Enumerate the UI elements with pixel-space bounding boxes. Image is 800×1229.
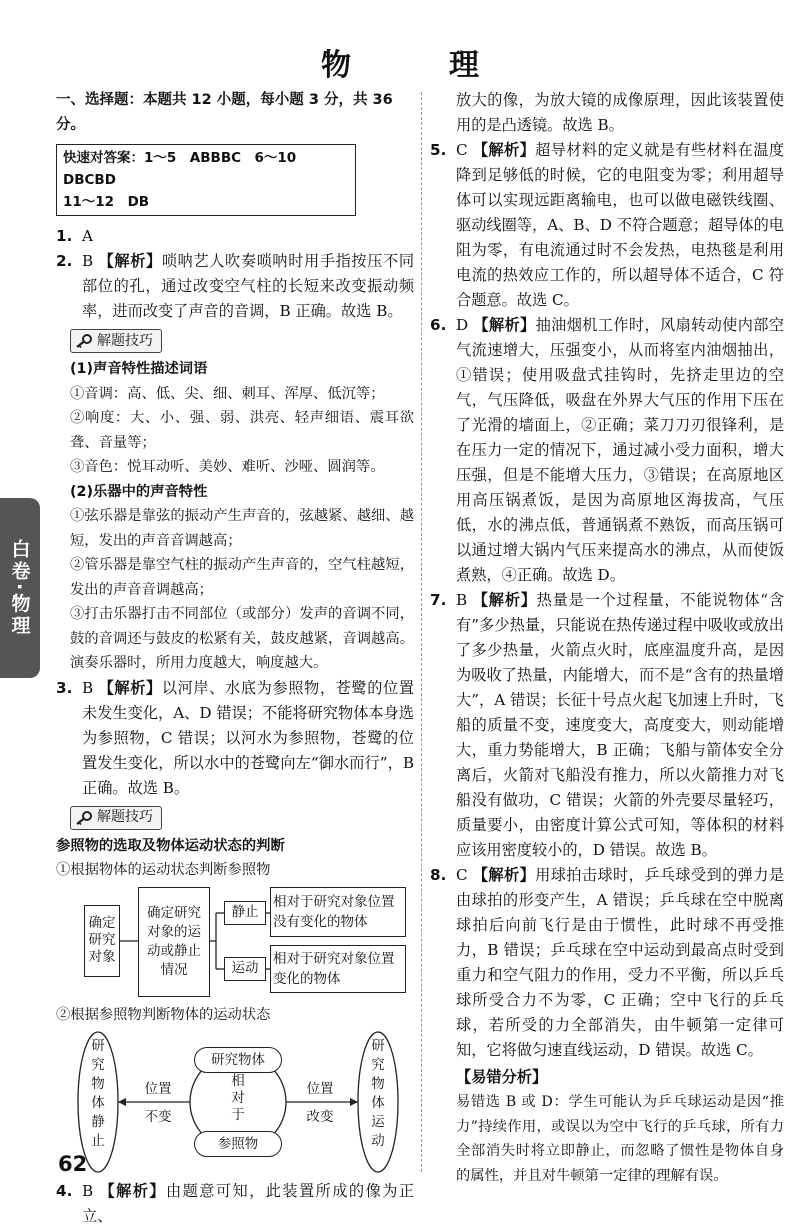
tips-line: ②根据参照物判断物体的运动状态 <box>56 1006 271 1023</box>
error-analysis-text: 易错选 B 或 D：学生可能认为乒乓球运动是因“推力”持续作用，或误以为空中飞行的乒乓球，所有力全部消失时将立即静止，而忽略了惯性是物体自身的属性，并且对牛顿第一定律的理解有误。 <box>456 1094 784 1184</box>
key-icon <box>75 333 93 349</box>
question-answer: B <box>456 591 468 609</box>
answer-line-2 <box>63 191 349 213</box>
question-number: 2. <box>56 252 73 270</box>
column-divider <box>421 92 422 1172</box>
diagram-2-center-mid: 相对于 <box>231 1073 245 1123</box>
diagram-2-right-label: 研究物体运动 <box>371 1038 385 1149</box>
left-column <box>56 88 414 1229</box>
question-answer: B <box>82 252 94 270</box>
tips-label: 解题技巧 <box>97 809 153 825</box>
question-answer: C <box>456 866 468 884</box>
tips-line: ②响度：大、小、强、弱、洪亮、轻声细语、震耳欲聋、音量等； <box>70 410 414 451</box>
diagram-2-left-top: 位置 <box>144 1081 172 1097</box>
diagram-1-left-box: 确定研究对象 <box>84 905 120 977</box>
right-column <box>430 88 784 1188</box>
tips-subheading: (1)声音特性描述词语 <box>70 361 208 377</box>
question-answer: D <box>456 316 469 334</box>
question-answer: B <box>82 678 94 697</box>
question-3 <box>56 676 414 801</box>
key-icon <box>75 810 93 826</box>
analysis-text: 用球拍击球时，乒乓球受到的弹力是由球拍的形变产生，A 错误；乒乓球在空中脱离球拍后向前飞行是由于惯性，此时球不再受推力，B 错误；乒乓球在空中运动到最高点时受到重力和空气阻力的作用，受力不平衡，所以乒乓球所受合力不为零，C 正确；空中飞行的乒乓球，若所受的力全部消失，由牛顿第一定律可知，它将做匀速直线运动，D 错误。故选 C。 <box>456 866 785 1059</box>
question-number: 4. <box>56 1182 73 1200</box>
diagram-1-still-result: 相对于研究对象位置没有变化的物体 <box>270 887 406 937</box>
question-answer: B <box>82 1182 94 1200</box>
diagram-2-left-bottom: 不变 <box>144 1109 172 1125</box>
question-number: 1. <box>56 227 73 245</box>
diagram-2-right-top: 位置 <box>306 1081 334 1097</box>
analysis-tag: 【解析】 <box>99 1182 166 1200</box>
diagram-2-center-top: 研究物体 <box>194 1047 282 1073</box>
analysis-text: 超导材料的定义就是有些材料在温度降到足够低的时候，它的电阻变为零；利用超导体可以实现远距离输电，也可以做电磁铁线圈、驱动线圈等，A、B、D 不符合题意；超导体的电阻为零，有电流通过时不会发热，电热毯是利用电流的热效应工作的，所以超导体不适合，C 符合题意。故选 C。 <box>456 141 785 309</box>
analysis-text: 以河岸、水底为参照物，苍鹭的位置未发生变化，A、D 错误；不能将研究物体本身选为参照物，C 错误；以河水为参照物，苍鹭的位置发生变化，所以水中的苍鹭向左“御水而行”，B 正确。故选 B。 <box>82 678 415 797</box>
tips-2-body-b <box>56 1003 414 1028</box>
tips-subheading: 参照物的选取及物体运动状态的判断 <box>56 837 285 854</box>
diagram-1-move-box: 运动 <box>224 957 266 981</box>
tips-subheading: (2)乐器中的声音特性 <box>70 483 208 500</box>
analysis-text: 唢呐艺人吹奏唢呐时用手指按压不同部位的孔，通过改变空气柱的长短来改变振动频率，进而改变了声音的音调，B 正确。故选 B。 <box>82 252 415 320</box>
diagram-1-still-box: 静止 <box>224 901 266 925</box>
analysis-tag: 【解析】 <box>472 591 537 609</box>
tips-label: 解题技巧 <box>97 332 153 349</box>
section-heading: 一、选择题：本题共 12 小题，每小题 3 分，共 36 分。 <box>56 92 393 133</box>
analysis-tag: 【解析】 <box>98 252 162 270</box>
question-7 <box>430 588 784 863</box>
answer-values-2: 11～12 DB <box>63 194 150 210</box>
reference-diagram-1 <box>68 883 408 1001</box>
tips-line: ③打击乐器打击不同部位（或部分）发声的音调不同，鼓的音调还与鼓皮的松紧有关，鼓皮越紧，音调越高。演奏乐器时，所用力度越大，响度越大。 <box>70 606 414 671</box>
page-title: 物 理 <box>321 48 513 83</box>
side-tab <box>0 498 40 678</box>
side-tab-label: 白卷·物理 <box>8 538 31 638</box>
analysis-tag: 【解析】 <box>98 678 162 697</box>
question-number: 8. <box>430 866 447 884</box>
tips-line: ①根据物体的运动状态判断参照物 <box>56 862 271 878</box>
answer-line-1 <box>63 147 349 191</box>
error-analysis-heading: 【易错分析】 <box>456 1068 548 1086</box>
tips-badge <box>70 806 162 830</box>
tips-2-body <box>56 834 414 883</box>
reference-diagram-2 <box>68 1027 408 1177</box>
analysis-tag: 【解析】 <box>472 866 536 884</box>
diagram-1-move-result: 相对于研究对象位置变化的物体 <box>270 945 406 993</box>
page-number: 62 <box>58 1152 88 1176</box>
diagram-2-right-bottom: 改变 <box>306 1109 334 1125</box>
question-number: 3. <box>56 678 73 697</box>
tips-line: ①音调：高、低、尖、细、刺耳、浑厚、低沉等； <box>70 385 385 402</box>
answer-label: 快速对答案： <box>63 150 144 166</box>
tips-line: ②管乐器是靠空气柱的振动产生声音的，空气柱越短，发出的声音音调越高； <box>70 557 414 598</box>
analysis-text: 由题意可知，此装置所成的像为正立、 <box>82 1182 415 1225</box>
question-1 <box>56 224 414 249</box>
analysis-tag: 【解析】 <box>473 316 536 334</box>
answer-values-1: 1～5 ABBBC 6～10 DBCBD <box>63 150 310 188</box>
question-4 <box>56 1179 414 1229</box>
question-number: 7. <box>430 591 447 609</box>
question-6 <box>430 313 784 588</box>
tips-badge <box>70 329 162 353</box>
diagram-1-mid-box: 确定研究对象的运动或静止情况 <box>138 887 210 997</box>
question-8 <box>430 863 784 1188</box>
quick-answer-box <box>56 144 356 216</box>
question-number: 6. <box>430 316 447 334</box>
diagram-2-center-bottom: 参照物 <box>194 1131 282 1157</box>
question-number: 5. <box>430 141 447 159</box>
question-answer: C <box>456 141 468 159</box>
question-4-continued: 放大的像，为放大镜的成像原理，因此该装置使用的是凸透镜。故选 B。 <box>456 91 784 134</box>
analysis-tag: 【解析】 <box>472 141 536 159</box>
tips-line: ①弦乐器是靠弦的振动产生声音的，弦越紧、越细、越短，发出的声音音调越高； <box>70 508 414 549</box>
question-5 <box>430 138 784 313</box>
diagram-2-left-label: 研究物体静止 <box>91 1038 105 1149</box>
tips-line: ③音色：悦耳动听、美妙、难听、沙哑、圆润等。 <box>70 459 385 475</box>
analysis-text: 抽油烟机工作时，风扇转动使内部空气流速增大，压强变小，从而将室内油烟抽出，①错误；使用吸盘式挂钩时，先挤走里边的空气，气压降低，吸盘在外界大气压的作用下压在了光滑的墙面上，②正确；菜刀刀刃很锋利，是在压力一定的情况下，通过减小受力面积，增大压强，但是不能增大压力，③错误；在高原地区用高压锅煮饭，是因为高原地区海拔高，气压低，水的沸点低，普通锅煮不熟饭，而高压锅可以通过增大锅内气压来提高水的沸点，从而使饭煮熟，④正确。故选 D。 <box>456 316 785 584</box>
analysis-text: 热量是一个过程量，不能说物体“含有”多少热量，只能说在热传递过程中吸收或放出了多少热量，火箭点火时，底座温度升高，是因为吸收了热量，内能增大，而不是“含有的热量增大”，A 错误；长征十号点火起飞加速上升时，飞船的质量不变，速度变大，高度变大，则动能增大，重力势能增大，B 正确；飞船与箭体安全分离后，火箭对飞船没有推力，所以火箭推力对飞船没有做功，C 错误；火箭的外壳要尽量轻巧，质量要小，由密度计算公式可知，等体积的材料应该用密度较小的，D 错误。故选 B。 <box>456 591 785 859</box>
question-2 <box>56 249 414 324</box>
tips-1-body <box>56 357 414 676</box>
question-answer: A <box>82 227 93 245</box>
